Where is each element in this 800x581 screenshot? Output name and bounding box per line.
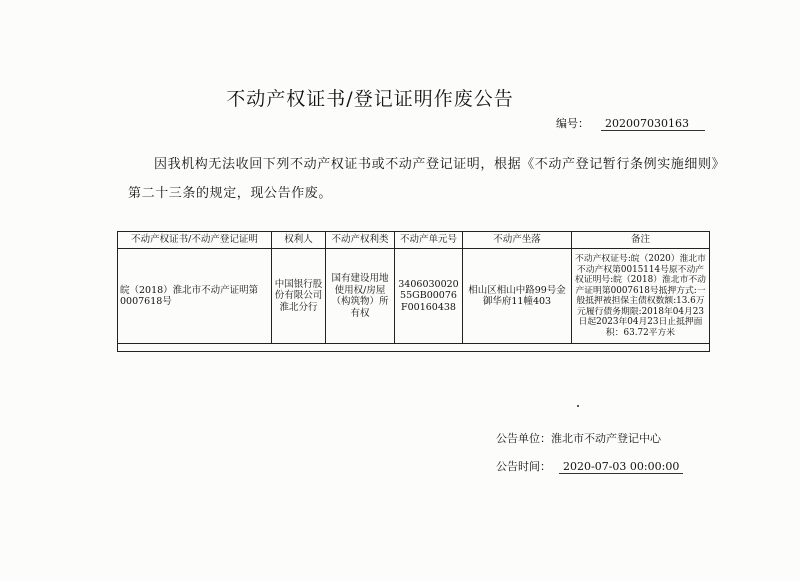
notice-number-label: 编号：	[556, 117, 589, 130]
notice-body-text: 因我机构无法收回下列不动产权证书或不动产登记证明，根据《不动产登记暂行条例实施细则》第二十三条的规定，现公告作废。	[128, 157, 726, 201]
table-header-row	[118, 232, 710, 249]
empty-row	[118, 344, 710, 352]
issuing-unit-label: 公告单位：	[496, 432, 551, 445]
cell-certificate: 皖（2018）淮北市不动产证明第0007618号	[118, 249, 272, 344]
cell-holder: 中国银行股份有限公司淮北分行	[272, 249, 326, 344]
notice-time-label: 公告时间：	[496, 460, 551, 473]
empty-cell	[118, 344, 710, 352]
notice-number	[556, 115, 705, 131]
header-right-type: 不动产权利类	[326, 232, 395, 249]
issuing-unit-value: 淮北市不动产登记中心	[551, 432, 661, 445]
notice-time	[496, 458, 683, 474]
header-unit-number: 不动产单元号	[395, 232, 463, 249]
header-remark: 备注	[572, 232, 710, 249]
document-title: 不动产权证书/登记证明作废公告	[226, 88, 514, 110]
issuing-unit	[496, 430, 661, 446]
header-certificate: 不动产权证书/不动产登记证明	[118, 232, 272, 249]
notice-number-value: 202007030163	[601, 117, 705, 131]
cell-location: 相山区相山中路99号金御华府11幢403	[463, 249, 572, 344]
cell-remark: 不动产权证号:皖（2020）淮北市不动产权第0015114号原不动产权证明号:皖（2018）淮北市不动产证明第0007618号抵押方式:一般抵押被担保主债权数额:13.6万元履行债务期限:2018年04月23日起2023年04月23日止抵押面积：63.72平方米	[572, 249, 710, 344]
scan-speck	[577, 405, 579, 407]
void-certificates-table	[117, 231, 710, 352]
notice-time-value: 2020-07-03 00:00:00	[559, 460, 683, 474]
header-holder: 权利人	[272, 232, 326, 249]
table-row	[118, 249, 710, 344]
header-location: 不动产坐落	[463, 232, 572, 249]
cell-unit-number: 340603002055GB00076F00160438	[395, 249, 463, 344]
cell-right-type: 国有建设用地使用权/房屋（构筑物）所有权	[326, 249, 395, 344]
